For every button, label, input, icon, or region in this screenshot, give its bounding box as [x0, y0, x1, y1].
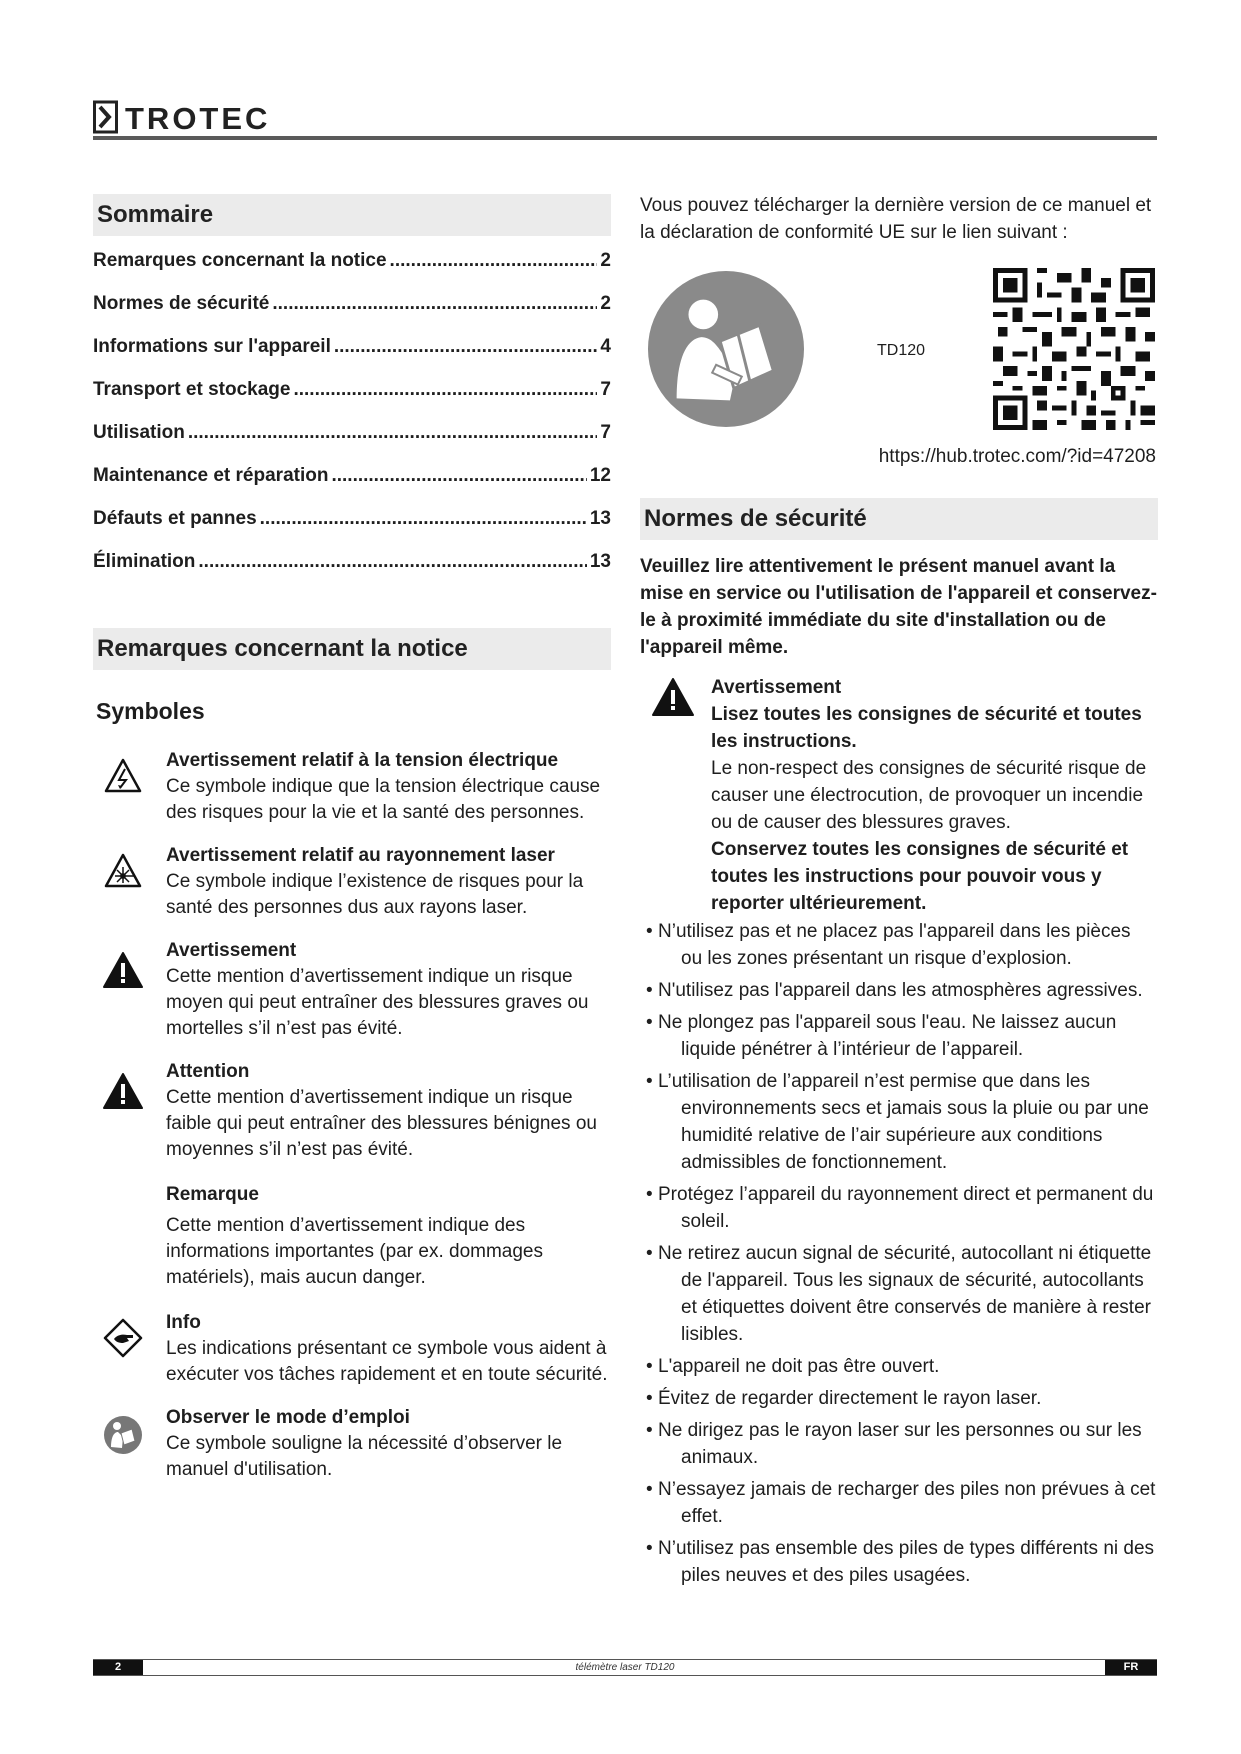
page-footer [93, 1659, 1157, 1676]
symbol-description: Cette mention d’avertissement indique un risque faible qui peut entraîner des blessures bénignes ou moyennes s’il n’est pas évité. [166, 1087, 597, 1160]
symbol-entry-voltage [93, 748, 613, 826]
download-info-text: Vous pouvez télécharger la dernière version de ce manuel et la déclaration de conformité UE sur le lien suivant : [640, 195, 1152, 243]
safety-warning-block [711, 674, 1161, 917]
list-item: • Ne retirez aucun signal de sécurité, autocollant ni étiquette de l'appareil. Tous les signaux de sécurité, autocollants et étiquettes doivent être conservés de manière à rester lisibles. [646, 1243, 1152, 1345]
toc-entry-normes[interactable]: Normes de sécurité ..... 2 [93, 293, 611, 336]
toc-heading: Sommaire [93, 194, 611, 236]
safety-bullet-list [646, 918, 1156, 1594]
read-manual-icon [647, 270, 805, 428]
symbol-heading: Avertissement relatif à la tension électrique [166, 750, 559, 771]
symbol-description: Les indications présentant ce symbole vous aident à exécuter vos tâches rapidement et en toute sécurité. [166, 1338, 608, 1385]
warning-icon [651, 677, 695, 717]
list-item: • N’essayez jamais de recharger des piles non prévues à cet effet. [646, 1479, 1156, 1527]
list-item: • Ne dirigez pas le rayon laser sur les personnes ou sur les animaux. [646, 1420, 1142, 1468]
attention-icon [103, 1071, 143, 1111]
toc-entry-defauts[interactable]: Défauts et pannes ..... 13 [93, 508, 611, 551]
footer-page-number: 2 [93, 1660, 143, 1675]
safety-heading: Normes de sécurité [640, 498, 1158, 540]
toc-entry-elimination[interactable]: Élimination ..... 13 [93, 551, 611, 594]
header-rule [93, 136, 1157, 140]
list-item: • Protégez l’appareil du rayonnement direct et permanent du soleil. [646, 1184, 1154, 1232]
symbol-entry-info [93, 1310, 613, 1388]
remarques-heading: Remarques concernant la notice [93, 628, 611, 670]
symbol-description: Cette mention d’avertissement indique un risque moyen qui peut entraîner des blessures graves ou mortelles s’il n’est pas évité. [166, 966, 589, 1039]
symbol-heading: Avertissement [166, 940, 297, 961]
toc-entry-maintenance[interactable]: Maintenance et réparation ..... 12 [93, 465, 611, 508]
toc-entry-transport[interactable]: Transport et stockage ..... 7 [93, 379, 611, 422]
warning-consequence-text: Le non-respect des consignes de sécurité risque de causer une électrocution, de provoquer un incendie ou de causer des blessures graves. [711, 758, 1147, 833]
symbol-heading: Remarque [166, 1184, 259, 1205]
symbol-heading: Avertissement relatif au rayonnement laser [166, 845, 555, 866]
toc-entry-utilisation[interactable]: Utilisation ..... 7 [93, 422, 611, 465]
warning-keep-instructions: Conservez toutes les consignes de sécurité et toutes les instructions pour pouvoir vous y reporter ultérieurement. [711, 839, 1129, 914]
list-item: • L’utilisation de l’appareil n’est permise que dans les environnements secs et jamais sous la pluie ou par une humidité relative de l’air supérieure aux conditions admissibles de fonctionnement. [646, 1071, 1149, 1173]
laser-warning-icon [103, 851, 143, 891]
read-manual-icon [103, 1415, 143, 1455]
list-item: • Ne plongez pas l'appareil sous l'eau. Ne laissez aucun liquide pénétrer à l’intérieur de l’appareil. [646, 1012, 1117, 1060]
download-url-link[interactable]: https://hub.trotec.com/?id=47208 [878, 446, 1156, 467]
trotec-logo [93, 98, 333, 138]
list-item: • N’utilisez pas et ne placez pas l'appareil dans les pièces ou les zones présentant un risque d’explosion. [646, 921, 1131, 969]
warning-icon [103, 950, 143, 990]
symbol-description: Cette mention d’avertissement indique des informations importantes (par ex. dommages matériels), mais aucun danger. [166, 1215, 543, 1288]
footer-language: FR [1105, 1660, 1157, 1675]
symbol-heading: Info [166, 1312, 201, 1333]
symbol-entry-mode-emploi [93, 1405, 613, 1483]
warning-read-instructions: Lisez toutes les consignes de sécurité et toutes les instructions. [711, 704, 1142, 752]
info-icon [103, 1318, 143, 1358]
qr-code[interactable] [993, 268, 1155, 430]
symbol-heading: Observer le mode d’emploi [166, 1407, 410, 1428]
brand-wordmark: TROTEC [125, 101, 271, 136]
symbol-entry-remarque [93, 1182, 613, 1291]
footer-document-title: télémètre laser TD120 [575, 1662, 675, 1673]
safety-intro: Veuillez lire attentivement le présent manuel avant la mise en service ou l'utilisation de l'appareil et conservez-le à proximité immédiate du site d'installation ou de l'appareil même. [640, 556, 1157, 658]
symbol-entry-laser [93, 843, 613, 921]
toc-entry-informations[interactable]: Informations sur l'appareil ..... 4 [93, 336, 611, 379]
toc-entry-remarques[interactable]: Remarques concernant la notice ..... 2 [93, 250, 611, 293]
table-of-contents [93, 250, 611, 594]
symbol-heading: Attention [166, 1061, 250, 1082]
list-item: • L'appareil ne doit pas être ouvert. [646, 1356, 940, 1377]
list-item: • N’utilisez pas ensemble des piles de types différents ni des piles neuves et des piles usagées. [646, 1538, 1155, 1586]
symbols-subheading: Symboles [96, 698, 205, 724]
list-item: • Évitez de regarder directement le rayon laser. [646, 1388, 1042, 1409]
symbol-entry-avertissement [93, 938, 613, 1042]
list-item: • N'utilisez pas l'appareil dans les atmosphères agressives. [646, 980, 1143, 1001]
symbol-entry-attention [93, 1059, 613, 1163]
model-label: TD120 [877, 342, 926, 359]
warning-label: Avertissement [711, 677, 842, 698]
symbol-description: Ce symbole indique que la tension électrique cause des risques pour la vie et la santé des personnes. [166, 776, 601, 823]
symbol-description: Ce symbole indique l’existence de risques pour la santé des personnes dus aux rayons laser. [166, 871, 584, 918]
symbol-description: Ce symbole souligne la nécessité d’observer le manuel d'utilisation. [166, 1433, 563, 1480]
high-voltage-warning-icon [103, 756, 143, 796]
